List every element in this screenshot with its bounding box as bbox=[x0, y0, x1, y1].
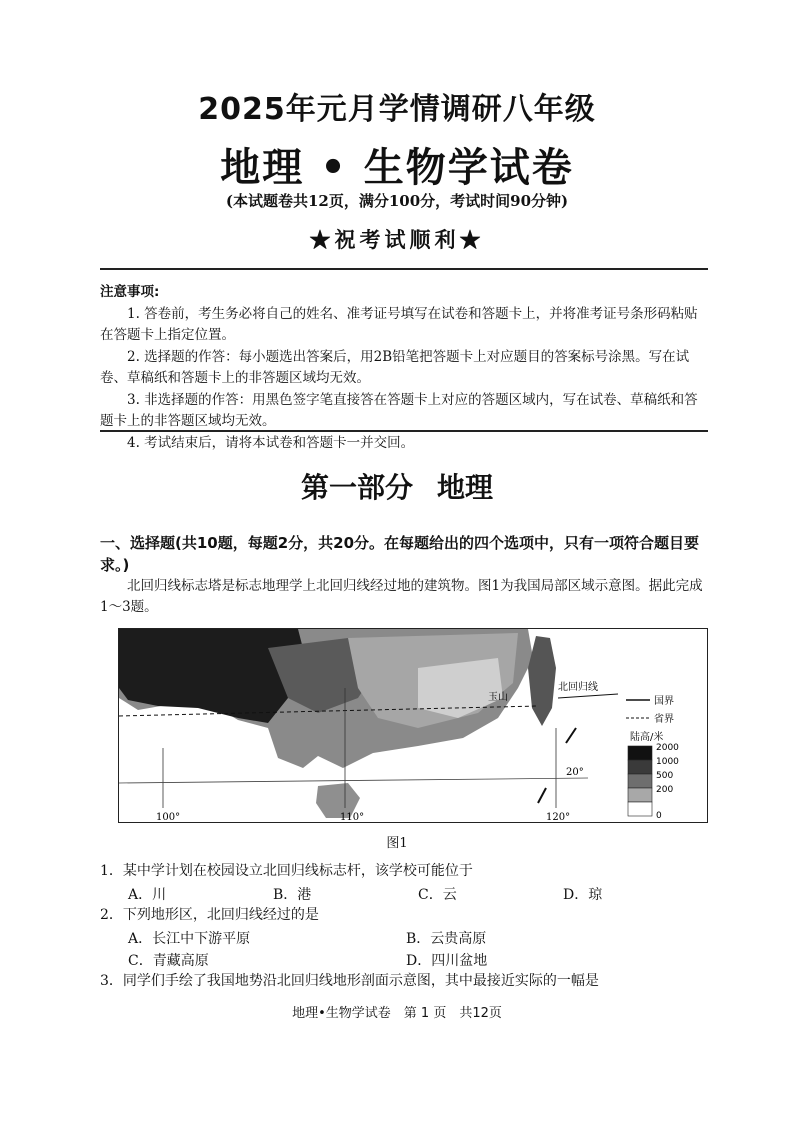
notice-heading: 注意事项: bbox=[100, 284, 160, 300]
notice-block bbox=[100, 282, 708, 454]
q2-option-d: D．四川盆地 bbox=[406, 953, 488, 969]
figure-caption: 图1 bbox=[386, 836, 408, 851]
legend-elevation-title: 陆高/米 bbox=[630, 732, 664, 743]
notice-item-1: 1. 答卷前，考生务必将自己的姓名、准考证号填写在试卷和答题卡上，并将准考证号条形码粘贴在答题卡上指定位置。 bbox=[100, 305, 698, 343]
section-rule: (共10题，每题2分，共20分。在每题给出的四个选项中，只有一项符合题目要求。) bbox=[100, 534, 700, 574]
q1-option-b: B．港 bbox=[273, 887, 312, 903]
question-1-stem: 1．某中学计划在校园设立北回归线标志杆，该学校可能位于 bbox=[100, 863, 473, 879]
legend-level-2000: 2000 bbox=[656, 743, 679, 753]
question-3-stem: 3．同学们手绘了我国地势沿北回归线地形剖面示意图，其中最接近实际的一幅是 bbox=[100, 973, 599, 989]
exam-wish: ★祝考试顺利★ bbox=[309, 227, 485, 252]
part-label: 第一部分 bbox=[300, 471, 413, 504]
legend-swatch-200 bbox=[628, 788, 652, 802]
section-heading bbox=[100, 532, 720, 576]
exam-title-line2: 地理 • 生物学试卷 bbox=[220, 145, 574, 191]
exam-subtitle: (本试题卷共12页，满分100分，考试时间90分钟) bbox=[225, 192, 569, 210]
legend-swatch-0 bbox=[628, 802, 652, 816]
notice-item-4: 4. 考试结束后，请将本试卷和答题卡一并交回。 bbox=[127, 434, 415, 451]
notice-item-2: 2. 选择题的作答：每小题选出答案后，用2B铅笔把答题卡上对应题目的答案标号涂黑。写在试卷、草稿纸和答题卡上的非答题区域均无效。 bbox=[100, 348, 690, 386]
notice-item-3: 3. 非选择题的作答：用黑色签字笔直接答在答题卡上对应的答题区域内，写在试卷、草稿纸和答题卡上的非答题区域均无效。 bbox=[100, 391, 698, 429]
section-intro: 北回归线标志塔是标志地理学上北回归线经过地的建筑物。图1为我国局部区域示意图。据此完成1～3题。 bbox=[100, 578, 703, 615]
part-subject: 地理 bbox=[437, 471, 494, 504]
question-2-options-row2 bbox=[128, 950, 708, 970]
q1-option-a: A．川 bbox=[128, 887, 167, 903]
q2-option-b: B．云贵高原 bbox=[406, 931, 487, 947]
q2-option-a: A．长江中下游平原 bbox=[128, 931, 251, 947]
q1-option-d: D．琼 bbox=[563, 887, 603, 903]
question-2-stem: 2．下列地形区，北回归线经过的是 bbox=[100, 907, 319, 923]
q1-option-c: C．云 bbox=[418, 887, 457, 903]
legend-level-500: 500 bbox=[656, 771, 674, 781]
legend-provincial-border-label: 省界 bbox=[654, 714, 674, 725]
q2-option-c: C．青藏高原 bbox=[128, 953, 209, 969]
legend-level-200: 200 bbox=[656, 785, 674, 795]
legend-national-border-label: 国界 bbox=[654, 696, 674, 707]
lon-label-100: 100° bbox=[156, 812, 181, 823]
notice-top-rule bbox=[100, 268, 708, 270]
tropic-label: 北回归线 bbox=[558, 682, 598, 693]
section-title: 一、选择题 bbox=[100, 534, 176, 552]
region-map bbox=[118, 628, 708, 823]
legend-swatch-1000 bbox=[628, 760, 652, 774]
lon-label-110: 110° bbox=[340, 812, 365, 823]
exam-title-line1: 2025年元月学情调研八年级 bbox=[198, 92, 596, 127]
legend-level-1000: 1000 bbox=[656, 757, 679, 767]
part-heading bbox=[0, 466, 794, 506]
place-label-yushan: 玉山 bbox=[488, 692, 508, 703]
legend-swatch-2000 bbox=[628, 746, 652, 760]
lon-label-120: 120° bbox=[546, 812, 571, 823]
question-1-options bbox=[128, 884, 708, 904]
lat-label-20: 20° bbox=[566, 767, 584, 778]
page-footer: 地理•生物学试卷 第 1 页 共12页 bbox=[292, 1006, 502, 1021]
question-2-options-row1 bbox=[128, 928, 708, 948]
legend-swatch-500 bbox=[628, 774, 652, 788]
legend-level-0: 0 bbox=[656, 811, 662, 821]
notice-bottom-rule bbox=[100, 430, 708, 432]
